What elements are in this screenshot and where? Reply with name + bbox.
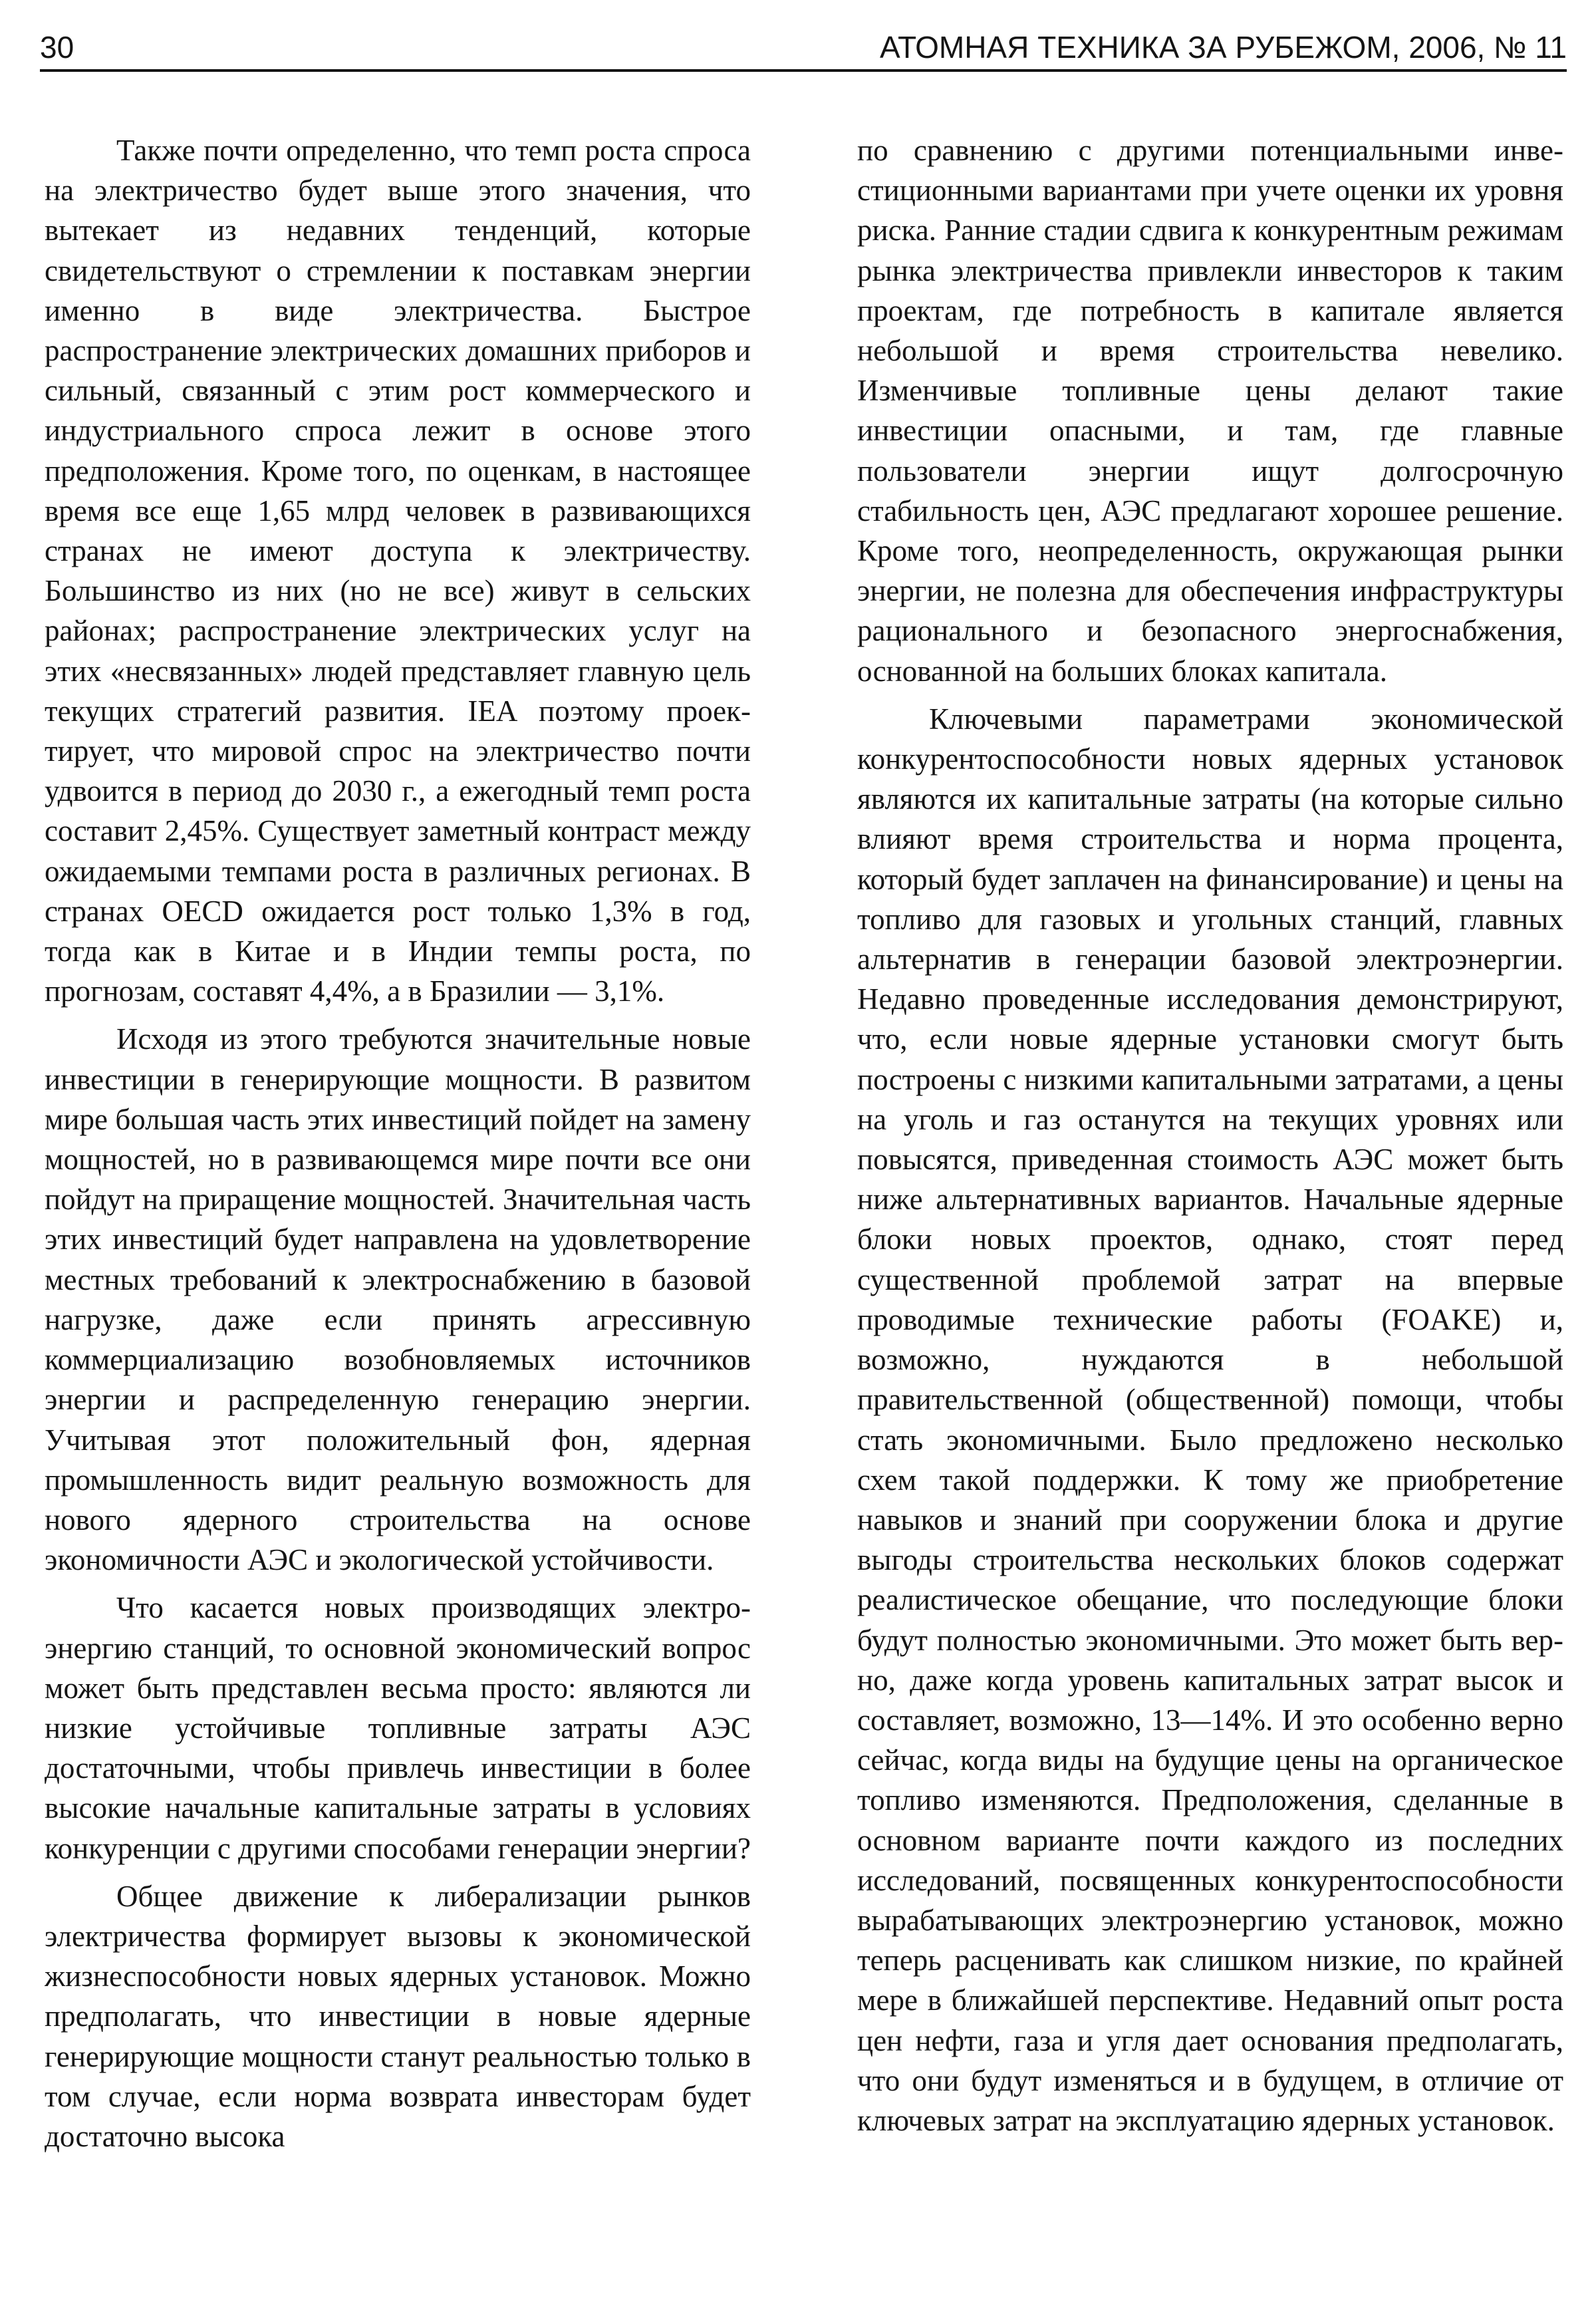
left-column <box>45 130 751 2265</box>
paragraph: Ключевыми параметрами экономической конкурентоспособности новых ядерных установок являются их капитальные затраты (на которые сильно влияют время строительства и норма процента, который будет заплачен на финансирование) и цены на топливо для газовых и угольных станций, главных альтернатив в генерации базовой электроэнергии. Недавно проведенные исследования демонстрируют, что, если новые ядерные установки смогут быть построены с низкими капитальными затратами, а цены на уголь и газ останутся на текущих уровнях или повысятся, приведенная стоимость АЭС может быть ниже альтернативных вариантов. Начальные ядерные блоки новых проектов, однако, стоят перед существенной проблемой затрат на впервые проводимые технические работы (FOAKE) и, возможно, нуждаются в небольшой правительственной (общественной) помощи, чтобы стать экономичными. Было предложено несколько схем такой поддержки. К тому же приобретение навыков и знаний при сооружении блока и другие выгоды строительства нескольких блоков содержат реалистическое обещание, что последующие блоки будут полностью экономичными. Это может быть верно, даже когда уровень капитальных затрат высок и составляет, возможно, 13—14%. И это особенно верно сейчас, когда виды на будущие цены на органическое топливо изменяются. Предположения, сделанные в основном варианте почти каждого из последних исследований, посвященных конкурентоспособности вырабатывающих электроэнергию установок, можно теперь расценивать как слишком низкие, по крайней мере в ближайшей перспективе. Недавний опыт роста цен нефти, газа и угля дает основания предполагать, что они будут изменяться и в будущем, в отличие от ключевых затрат на эксплуатацию ядерных установок. <box>857 702 1563 2137</box>
page-number: 30 <box>40 30 74 65</box>
paragraph: Что касается новых производящих электроэнергию станций, то основной экономический вопрос может быть представлен весьма просто: являются ли низкие устойчивые топливные затраты АЭС достаточными, чтобы привлечь инвестиции в более высокие начальные капитальные затраты в условиях конкуренции с другими способами генерации энергии? <box>45 1591 751 1865</box>
paragraph: Исходя из этого требуются значительные новые инвестиции в генерирующие мощности. В развитом мире большая часть этих инвестиций пойдет на замену мощностей, но в развивающемся мире почти все они пойдут на приращение мощностей. Значительная часть этих инвестиций будет направлена на удовлетворение местных требований к электроснабжению в базовой нагрузке, даже если принять агрессивную коммерциализацию возобновляемых источников энергии и распределенную генерацию энергии. Учитывая этот положительный фон, ядерная промышленность видит реальную возможность для нового ядерного строительства на основе экономичности АЭС и экологической устойчивости. <box>45 1022 751 1577</box>
header-rule <box>40 69 1567 72</box>
paragraph: Общее движение к либерализации рынков электричества формирует вызовы к экономической жизнеспособности новых ядерных установок. Можно предполагать, что инвестиции в новые ядерные генерирующие мощности станут реальностью только в том случае, если норма возврата инвесторам будет достаточно высока <box>45 1879 751 2153</box>
page-header <box>40 27 1567 74</box>
paragraph: Также почти определенно, что темп роста спроса на электричество будет выше этого значения, что вытекает из недавних тенденций, которые свидетельствуют о стремлении к поставкам энергии именно в виде электричества. Быстрое распространение электрических домашних приборов и сильный, связанный с этим рост коммерческого и индустриального спроса лежит в основе этого предположения. Кроме того, по оценкам, в настоящее время все еще 1,65 млрд человек в развивающихся странах не имеют доступа к электричеству. Большинство из них (но не все) живут в сельских районах; распространение электрических услуг на этих «несвязанных» людей представляет главную цель текущих стратегий развития. IEA поэтому проектирует, что мировой спрос на электричество почти удвоится в период до 2030 г., а ежегодный темп роста составит 2,45%. Существует заметный контраст между ожидаемыми темпами роста в различных регионах. В странах OECD ожидается рост только 1,3% в год, тогда как в Китае и в Индии темпы роста, по прогнозам, составят 4,4%, а в Бразилии — 3,1%. <box>45 134 751 1008</box>
journal-title: АТОМНАЯ ТЕХНИКА ЗА РУБЕЖОМ, 2006, № 11 <box>879 30 1567 65</box>
right-column <box>857 130 1563 2265</box>
paragraph-continued: по сравнению с другими потенциальными инвестиционными вариантами при учете оценки их уровня риска. Ранние стадии сдвига к конкурентным режимам рынка электричества привлекли инвесторов к таким проектам, где потребность в капитале является небольшой и время строительства невелико. Изменчивые топливные цены делают такие инвестиции опасными, и там, где главные пользователи энергии ищут долгосрочную стабильность цен, АЭС предлагают хорошее решение. Кроме того, неопределенность, окружающая рынки энергии, не полезна для обеспечения инфраструктуры рационального и безопасного энергоснабжения, основанной на больших блоках капитала. <box>857 134 1563 688</box>
